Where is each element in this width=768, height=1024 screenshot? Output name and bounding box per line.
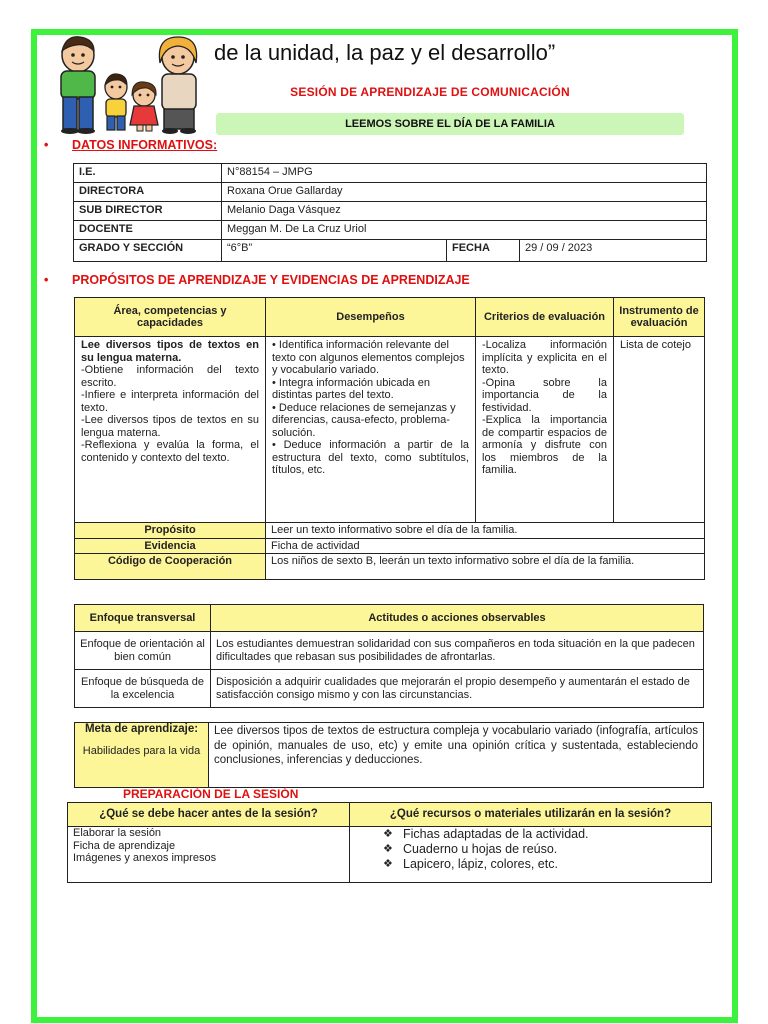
header-desempenos: Desempeños (266, 298, 476, 337)
codigo-value: Los niños de sexto B, leerán un texto informativo sobre el día de la familia. (266, 554, 705, 580)
enfoque-name: Enfoque de búsqueda de la excelencia (75, 670, 211, 708)
desempeno-item: • Integra información ubicada en distintas partes del texto. (272, 376, 430, 401)
desempenos-cell (266, 337, 476, 523)
header-antes: ¿Qué se debe hacer antes de la sesión? (68, 803, 350, 827)
antes-item: Ficha de aprendizaje (73, 839, 176, 852)
table-row (74, 240, 707, 262)
header-area: Área, competencias y capacidades (75, 298, 266, 337)
area-item: -Lee diversos tipos de textos en su lengua materna. (81, 414, 259, 439)
area-title: Lee diversos tipos de textos en su lengua materna. (81, 339, 259, 364)
table-row (75, 538, 705, 554)
desempeno-item: • Deduce información a partir de la estructura del texto, como subtítulos, títulos, etc. (272, 439, 469, 476)
propositos-table (74, 297, 705, 580)
list-item: ❖ Cuaderno u hojas de reúso. (383, 842, 558, 856)
criterio-item: -Explica la importancia de compartir espacios de armonía y disfrute con los miembros de la familia. (482, 414, 607, 476)
docente-label: DOCENTE (74, 221, 222, 240)
table-row (75, 523, 705, 539)
table-row (75, 632, 704, 670)
ie-value: N°88154 – JMPG (222, 164, 707, 183)
proposito-label: Propósito (75, 523, 266, 539)
bullet: • (44, 138, 49, 152)
fecha-label: FECHA (447, 240, 520, 262)
antes-item: Elaborar la sesión (73, 827, 162, 839)
diamond-bullet-icon: ❖ (383, 828, 393, 840)
meta-text: Lee diversos tipos de textos de estructura compleja y vocabulario variado (infografía, artículos de opinión, manuales de uso, etc) y emite una opinión crítica y sustentada, estableciendo conclusiones, inferencias y deducciones. (209, 723, 704, 788)
antes-cell (68, 827, 350, 883)
codigo-label: Código de Cooperación (75, 554, 266, 580)
table-row (68, 827, 712, 883)
table-row (68, 803, 712, 827)
grado-value: “6°B” (222, 240, 447, 262)
datos-table (73, 163, 707, 262)
directora-label: DIRECTORA (74, 183, 222, 202)
criterio-item: -Localiza información implícita y explicita en el texto. (482, 339, 607, 376)
table-row (75, 337, 705, 523)
instrumento-value: Lista de cotejo (614, 337, 705, 523)
antes-item: Imágenes y anexos impresos (73, 852, 217, 864)
fecha-value: 29 / 09 / 2023 (520, 240, 707, 262)
table-row (74, 183, 707, 202)
bullet: • (44, 273, 49, 287)
header-criterios: Criterios de evaluación (476, 298, 614, 337)
meta-label: Meta de aprendizaje: (84, 723, 199, 735)
recursos-cell (350, 827, 712, 883)
meta-label-cell (75, 723, 209, 788)
diamond-bullet-icon: ❖ (383, 858, 393, 870)
header-instrumento: Instrumento de evaluación (614, 298, 705, 337)
list-item: ❖ Fichas adaptadas de la actividad. (383, 827, 589, 841)
area-item: -Reflexiona y evalúa la forma, el contenido y contexto del texto. (81, 439, 259, 464)
header-recursos: ¿Qué recursos o materiales utilizarán en la sesión? (350, 803, 712, 827)
section-heading-datos: • DATOS INFORMATIVOS: (44, 138, 218, 152)
meta-sublabel: Habilidades para la vida (82, 745, 201, 757)
ie-label: I.E. (74, 164, 222, 183)
table-row (74, 221, 707, 240)
session-title: SESIÓN DE APRENDIZAJE DE COMUNICACIÓN (290, 85, 570, 99)
family-clipart (46, 33, 210, 135)
section-heading-propositos: • PROPÓSITOS DE APRENDIZAJE Y EVIDENCIAS DE APRENDIZAJE (44, 273, 470, 287)
table-row (75, 605, 704, 632)
enfoques-table (74, 604, 704, 708)
area-item: -Obtiene información del texto escrito. (81, 364, 259, 389)
criterios-cell (476, 337, 614, 523)
grado-label: GRADO Y SECCIÓN (74, 240, 222, 262)
subdirector-value: Melanio Daga Vásquez (222, 202, 707, 221)
table-row (75, 723, 704, 788)
subdirector-label: SUB DIRECTOR (74, 202, 222, 221)
evidencia-value: Ficha de actividad (266, 538, 705, 554)
area-cell (75, 337, 266, 523)
enfoque-name: Enfoque de orientación al bien común (75, 632, 211, 670)
table-row (74, 164, 707, 183)
enfoque-text: Los estudiantes demuestran solidaridad con sus compañeros en toda situación en la que padecen dificultades que rebasan sus posibilidades de afrontarlas. (211, 632, 704, 670)
desempeno-item: • Deduce relaciones de semejanzas y diferencias, causa-efecto, problema-solución. (272, 401, 456, 439)
header-actitudes: Actitudes o acciones observables (211, 605, 704, 632)
section-heading-preparacion: PREPARACIÓN DE LA SESIÓN (123, 787, 299, 801)
list-item: ❖ Lapicero, lápiz, colores, etc. (383, 857, 558, 871)
header-enfoque: Enfoque transversal (75, 605, 211, 632)
recursos-list (355, 827, 706, 872)
area-item: -Infiere e interpreta información del texto. (81, 389, 259, 414)
directora-value: Roxana Orue Gallarday (222, 183, 707, 202)
table-row (75, 670, 704, 708)
preparacion-table (67, 802, 712, 883)
header-title: de la unidad, la paz y el desarrollo” (214, 40, 556, 65)
criterio-item: -Opina sobre la importancia de la festividad. (482, 376, 607, 414)
evidencia-label: Evidencia (75, 538, 266, 554)
topic-banner: LEEMOS SOBRE EL DÍA DE LA FAMILIA (216, 113, 684, 135)
meta-table (74, 722, 704, 788)
enfoque-text: Disposición a adquirir cualidades que mejorarán el propio desempeño y aumentarán el estado de satisfacción consigo mismo y con las circunstancias. (211, 670, 704, 708)
docente-value: Meggan M. De La Cruz Uriol (222, 221, 707, 240)
diamond-bullet-icon: ❖ (383, 843, 393, 855)
table-row (74, 202, 707, 221)
table-row (75, 554, 705, 580)
proposito-value: Leer un texto informativo sobre el día de la familia. (266, 523, 705, 539)
table-row (75, 298, 705, 337)
desempeno-item: • Identifica información relevante del texto con algunos elementos complejos y vocabulario variado. (272, 339, 465, 376)
